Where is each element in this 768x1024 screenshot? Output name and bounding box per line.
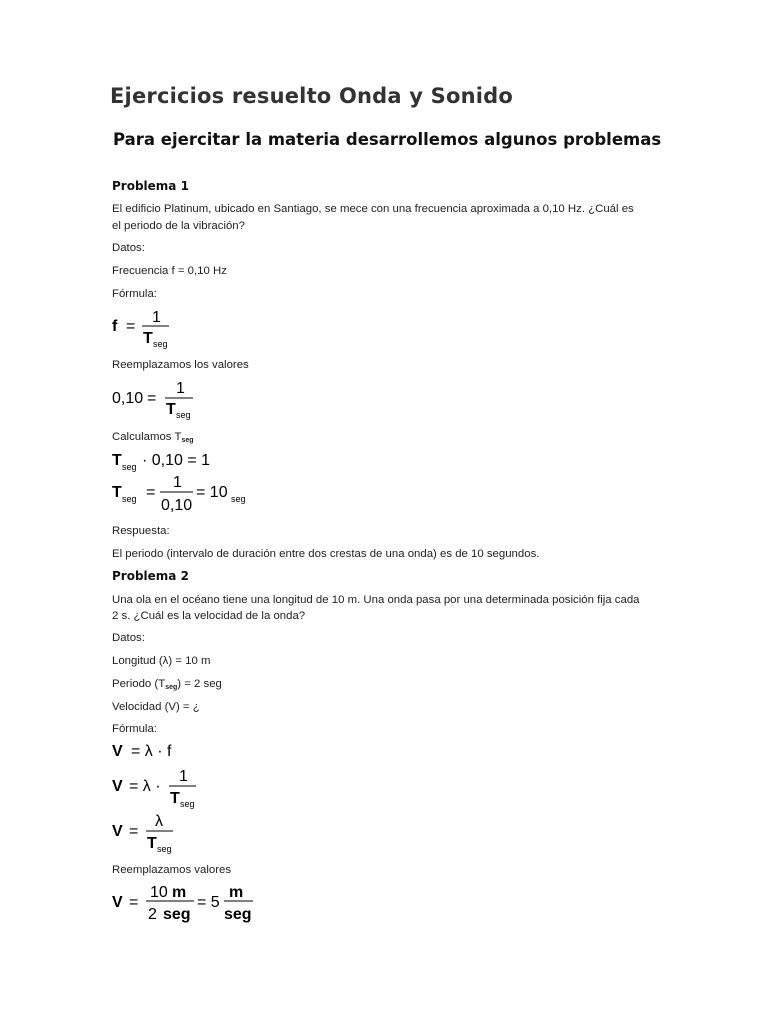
eq-numerator-value: 10 (150, 884, 168, 901)
eq-lhs: 0,10 (112, 390, 144, 407)
equation-velocity-period-formula (112, 768, 196, 809)
equation-velocity-result (112, 884, 253, 923)
eq-denominator-unit: seg (163, 906, 191, 923)
problem2-longitud: Longitud (λ) = 10 m (112, 655, 211, 667)
problem1-reemplazamos-label: Reemplazamos los valores (112, 359, 249, 371)
problem1-respuesta: El periodo (intervalo de duración entre dos crestas de una onda) es de 10 segundos. (112, 548, 540, 560)
equation-rearranged (112, 452, 210, 472)
equation-period-result (112, 474, 246, 514)
eq-numerator: 1 (176, 380, 185, 397)
eq-result: = 10 (196, 484, 228, 501)
problem2-datos-label: Datos: (112, 632, 145, 644)
problem2-formula-label: Fórmula: (112, 723, 157, 735)
eq-numerator-unit: m (172, 884, 187, 901)
eq-equals: = (129, 894, 139, 911)
eq-denominator: T (170, 790, 180, 807)
eq-numerator: 1 (152, 309, 161, 326)
eq-lhs: V (112, 823, 123, 840)
eq-equals: = (147, 390, 157, 407)
equation-velocity-lambda-formula (112, 813, 173, 854)
eq-numerator-2: m (229, 884, 244, 901)
eq-denominator-sub: seg (157, 844, 172, 854)
eq-denominator-sub: seg (176, 410, 191, 420)
problem1-frecuencia: Frecuencia f = 0,10 Hz (112, 265, 227, 277)
eq-coefficient: = 5 (197, 894, 220, 911)
eq-denominator: 0,10 (161, 497, 193, 514)
eq-lhs: T (112, 452, 122, 469)
page-title: Ejercicios resuelto Onda y Sonido (110, 84, 514, 108)
eq-denominator: T (147, 835, 157, 852)
problem2-velocidad: Velocidad (V) = ¿ (112, 701, 200, 713)
eq-lhs: V (112, 743, 123, 760)
eq-denominator: T (166, 401, 176, 418)
problem1-statement-line2: el periodo de la vibración? (112, 220, 245, 232)
eq-denominator-value: 2 (148, 906, 157, 923)
eq-mid: = λ · (129, 778, 161, 795)
eq-lhs-sub: seg (122, 462, 137, 472)
eq-rhs: = λ · f (131, 743, 172, 760)
eq-lhs: V (112, 778, 123, 795)
problem2-heading: Problema 2 (112, 569, 189, 583)
eq-numerator: 1 (179, 768, 188, 785)
equation-frequency-formula (112, 309, 169, 349)
eq-equals: = (129, 823, 139, 840)
problem1-respuesta-label: Respuesta: (112, 525, 170, 537)
equation-substitution (112, 380, 193, 420)
eq-lhs-sub: seg (122, 494, 137, 504)
section-subtitle: Para ejercitar la materia desarrollemos algunos problemas (113, 130, 662, 149)
problem1-statement-line1: El edificio Platinum, ubicado en Santiago, se mece con una frecuencia aproximada a 0,10 Hz. ¿Cuál es (112, 203, 634, 215)
eq-equals: = (126, 318, 136, 335)
eq-denominator-sub: seg (153, 339, 168, 349)
problem1-formula-label: Fórmula: (112, 288, 157, 300)
eq-lhs: f (112, 318, 118, 335)
eq-lhs: V (112, 894, 123, 911)
equation-velocity-formula (112, 743, 172, 760)
eq-lhs: T (112, 484, 122, 501)
problem2-statement-line1: Una ola en el océano tiene una longitud de 10 m. Una onda pasa por una determinada posición fija cada (112, 594, 640, 606)
eq-numerator: 1 (173, 474, 182, 491)
problem2-statement-line2: 2 s. ¿Cuál es la velocidad de la onda? (112, 610, 306, 622)
eq-denominator-2: seg (224, 906, 252, 923)
eq-result-sub: seg (231, 494, 246, 504)
problem1-heading: Problema 1 (112, 179, 189, 193)
problem1-datos-label: Datos: (112, 242, 145, 254)
eq-equals: = (146, 484, 156, 501)
eq-numerator: λ (155, 813, 163, 830)
eq-denominator: T (143, 330, 153, 347)
problem1-calculamos-label: Calculamos $T_{seg}$ (112, 431, 194, 444)
problem2-periodo: Periodo $(T_{seg}) = 2$ seg (112, 678, 222, 691)
problem2-reemplazamos-label: Reemplazamos valores (112, 864, 232, 876)
eq-denominator-sub: seg (180, 799, 195, 809)
eq-rhs: · 0,10 = 1 (142, 452, 211, 469)
